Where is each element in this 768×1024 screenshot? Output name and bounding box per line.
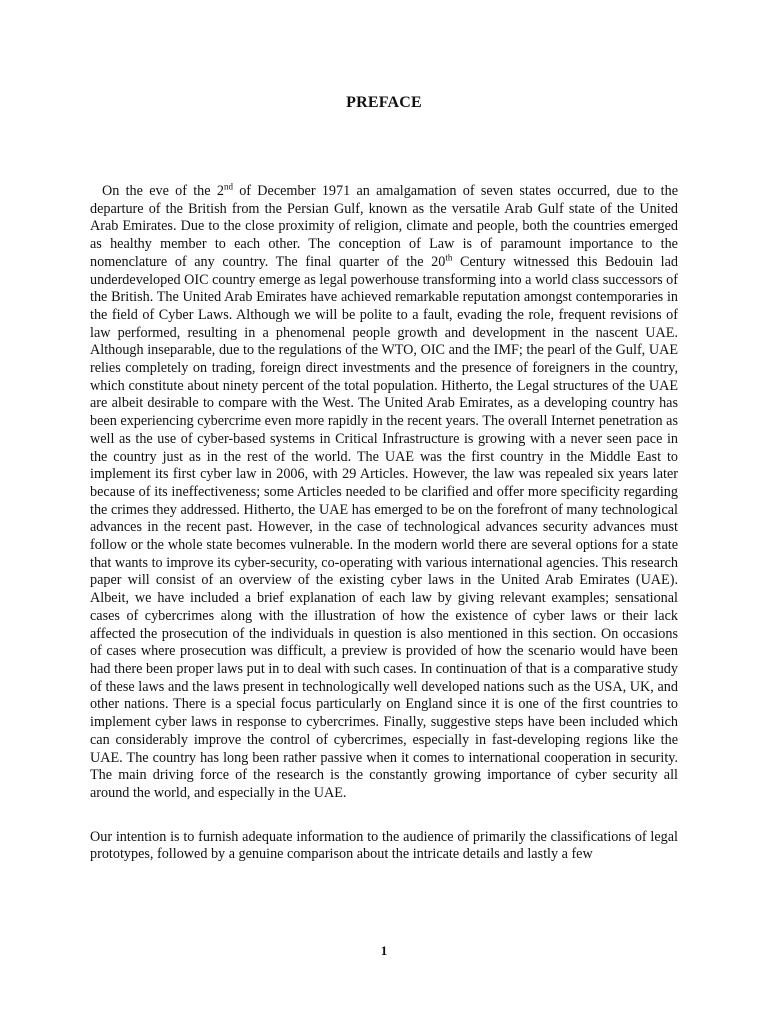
paragraph-2: Our intention is to furnish adequate information to the audience of primarily the classifications of legal prototypes, followed by a genuine comparison about the intricate details and lastly a few (90, 828, 678, 863)
paragraph-1 (90, 183, 678, 803)
paragraph-1-part-3: Century witnessed this Bedouin lad underdeveloped OIC country emerge as legal powerhouse transforming into a world class successors of the British. The United Arab Emirates have achieved remarkable reputation amongst contemporaries in the field of Cyber Laws. Although we will be polite to a fault, evading the role, frequent revisions of law performed, resulting in a phenomenal people growth and development in the nascent UAE. Although inseparable, due to the regulations of the WTO, OIC and the IMF; the pearl of the Gulf, UAE relies completely on trading, foreign direct investments and the presence of foreigners in the country, which constitute about ninety percent of the total population. Hitherto, the Legal structures of the UAE are albeit desirable to compare with the West. The United Arab Emirates, as a developing country has been experiencing cybercrime even more rapidly in the recent years. The overall Internet penetration as well as the use of cyber-based systems in Critical Infrastructure is growing with a never seen pace in the country just as in the rest of the world. The UAE was the first country in the Middle East to implement its first cyber law in 2006, with 29 Articles. However, the law was repealed six years later because of its ineffectiveness; some Articles needed to be clarified and offer more specificity regarding the crimes they addressed. Hitherto, the UAE has emerged to be on the forefront of many technological advances in the recent past. However, in the case of technological advances security advances must follow or the whole state becomes vulnerable. In the modern world there are several options for a state that wants to improve its cyber-security, co-operating with various international agencies. This research paper will consist of an overview of the existing cyber laws in the United Arab Emirates (UAE). Albeit, we have included a brief explanation of each law by giving relevant examples; sensational cases of cybercrimes along with the illustration of how the existence of cyber laws or their lack affected the prosecution of the individuals in question is also mentioned in this section. On occasions of cases where prosecution was difficult, a preview is provided of how the scenario would have been had there been proper laws put in to deal with such cases. In continuation of that is a comparative study of these laws and the laws present in technologically well developed nations such as the USA, UK, and other nations. There is a special focus particularly on England since it is one of the first countries to implement cyber laws in response to cybercrimes. Finally, suggestive steps have been included which can considerably improve the control of cybercrimes, especially in fast-developing regions like the UAE. The country has long been rather passive when it comes to international cooperation in security. The main driving force of the research is the constantly growing importance of cyber security all around the world, and especially in the UAE. (90, 253, 678, 801)
ordinal-suffix-th: th (445, 252, 453, 263)
preface-body (90, 183, 678, 864)
page-number: 1 (380, 943, 388, 958)
paragraph-1-part-2: of December 1971 an amalgamation of seven states occurred, due to the departure of the British from the Persian Gulf, known as the versatile Arab Gulf state of the United Arab Emirates. Due to the close proximity of religion, climate and people, both the countries emerged as healthy member to each other. The conception of Law is of paramount importance to the nomenclature of any country. The final quarter of the 20 (90, 183, 679, 270)
page-title: PREFACE (346, 94, 422, 111)
ordinal-suffix-nd: nd (223, 181, 233, 192)
paragraph-1-part-1: On the eve of the 2 (102, 183, 224, 199)
